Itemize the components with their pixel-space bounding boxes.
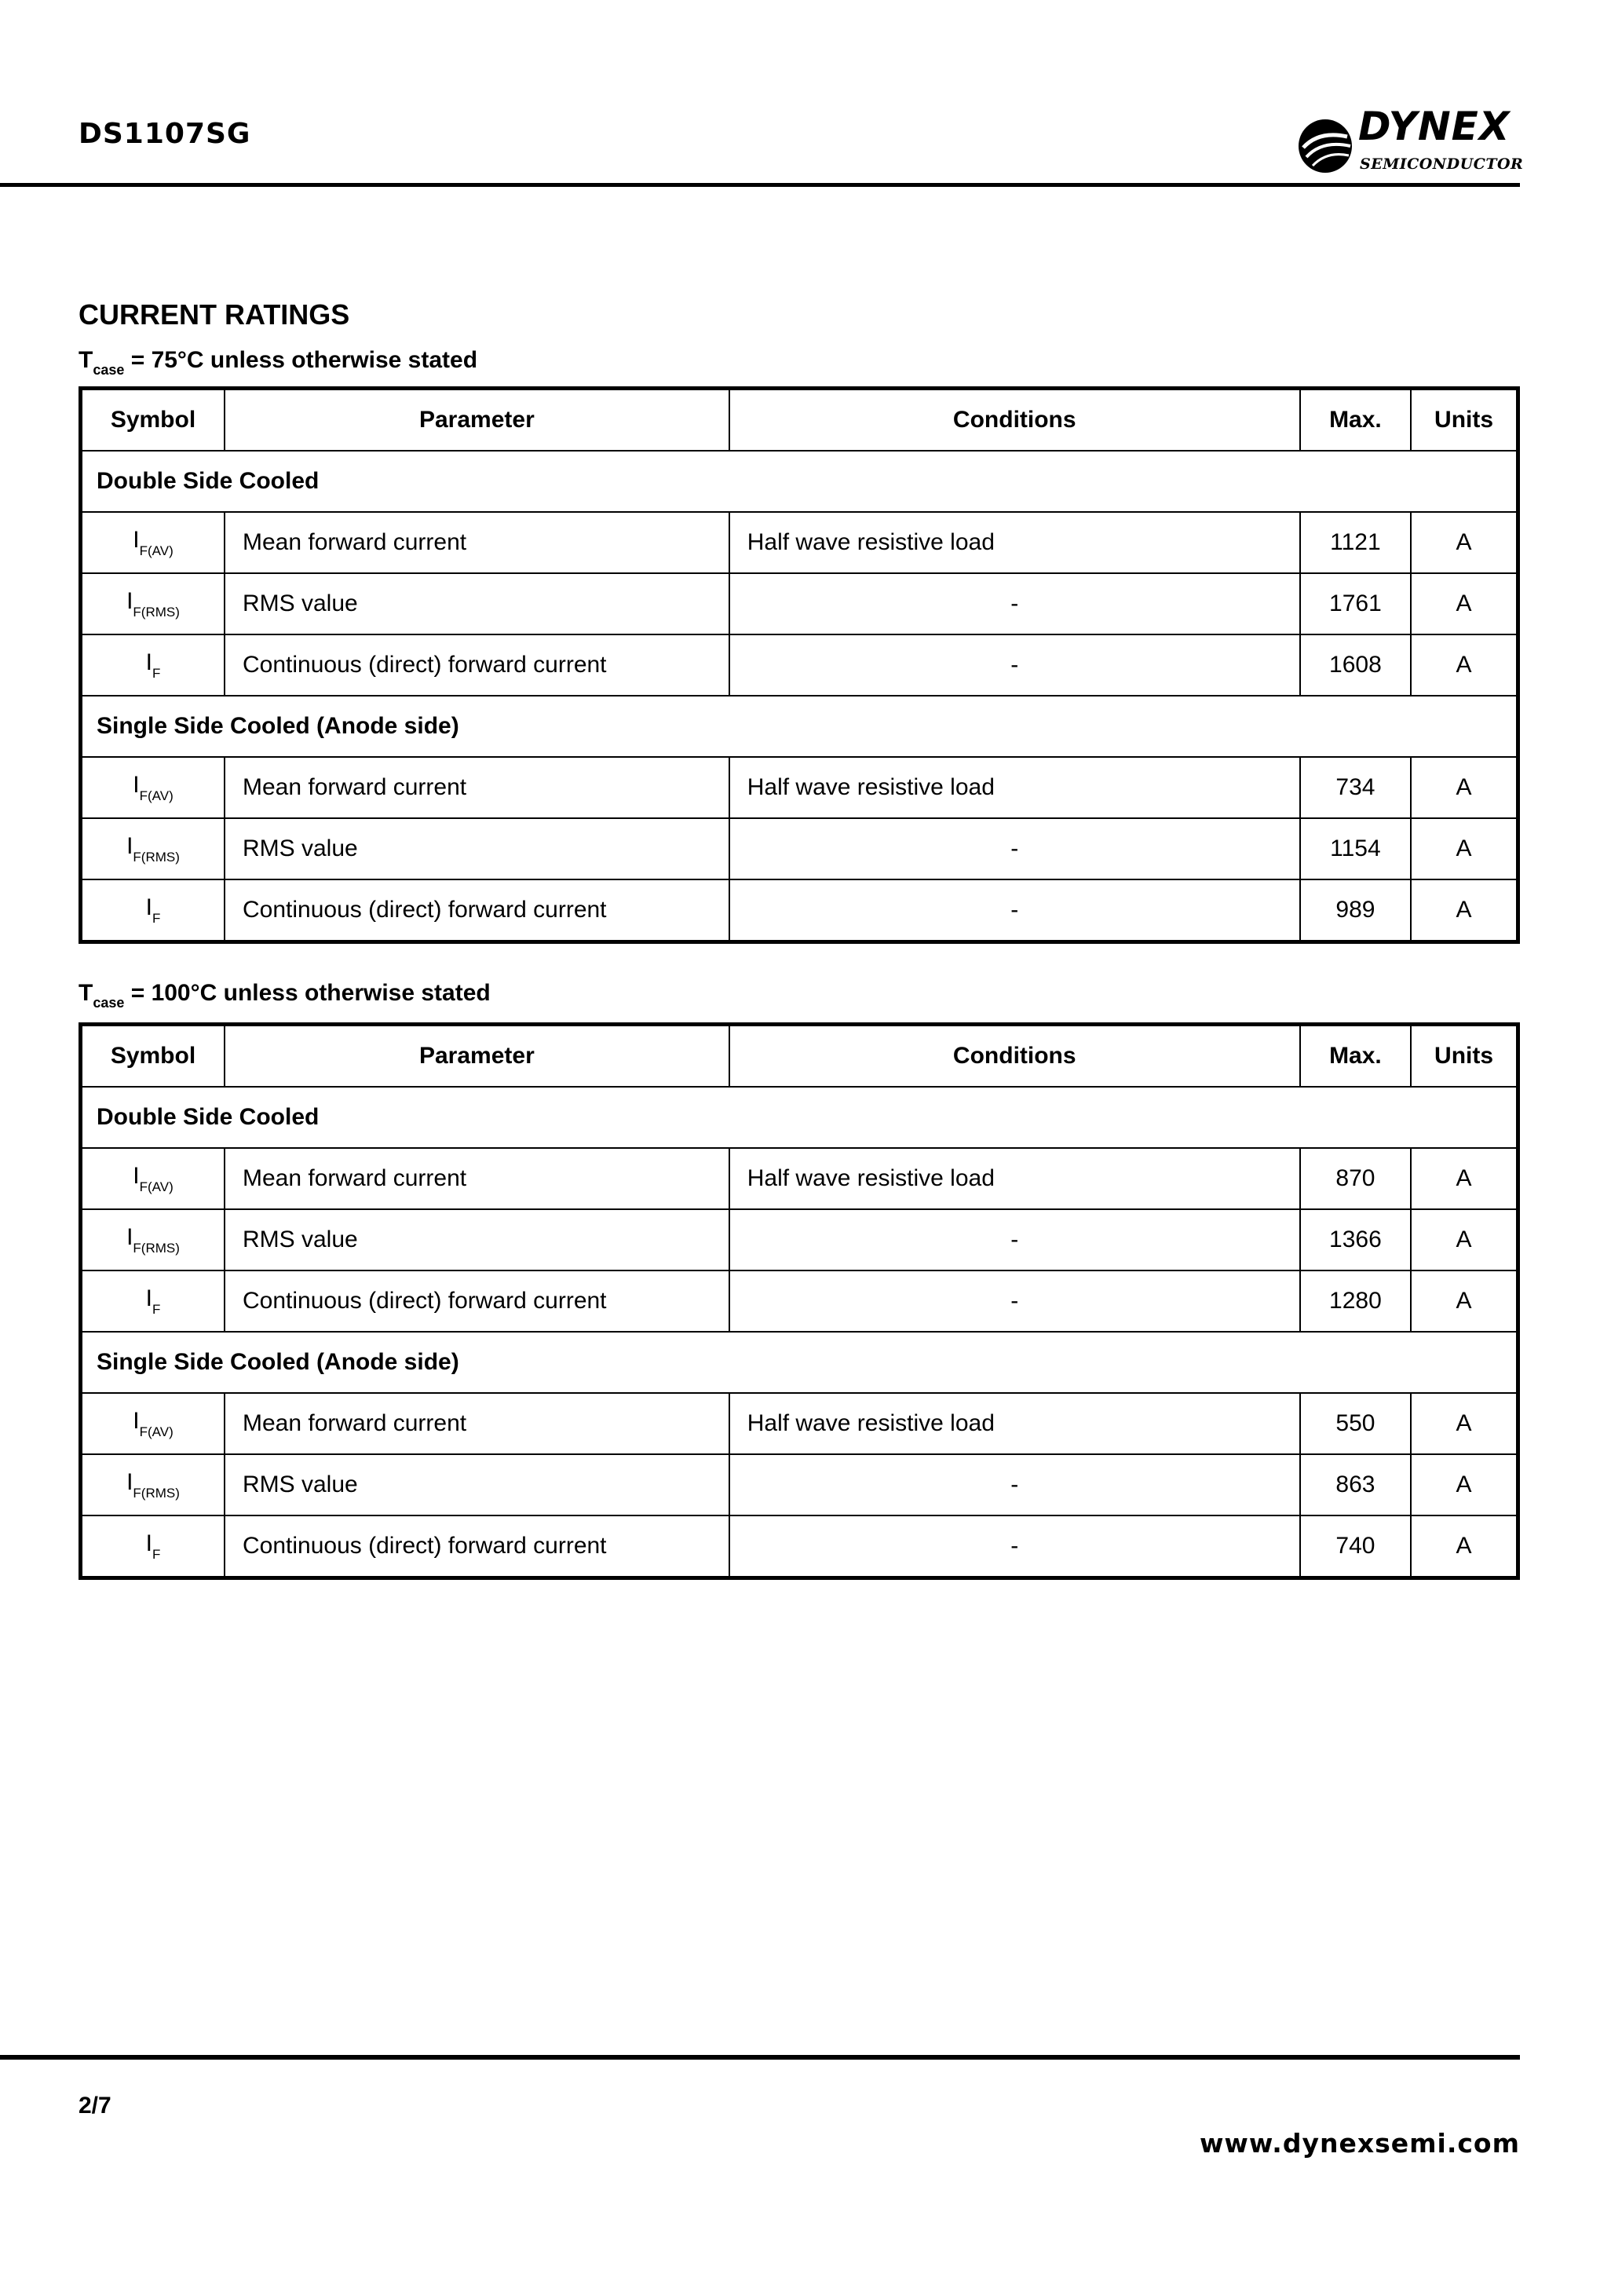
header-row xyxy=(81,389,1518,452)
units-cell: A xyxy=(1411,1148,1518,1209)
ratings-table xyxy=(79,1022,1520,1580)
units-cell: A xyxy=(1411,1393,1518,1454)
symbol-cell xyxy=(81,757,225,818)
symbol-cell xyxy=(81,1454,225,1515)
conditions-cell: Half wave resistive load xyxy=(729,757,1300,818)
units-cell: A xyxy=(1411,757,1518,818)
group-row xyxy=(81,1332,1518,1393)
max-value-cell: 1154 xyxy=(1300,818,1411,879)
group-label: Single Side Cooled (Anode side) xyxy=(81,696,1518,757)
table-body xyxy=(81,389,1518,942)
table-row xyxy=(81,573,1518,634)
table-row xyxy=(81,818,1518,879)
document-title: DS1107SG xyxy=(79,118,251,150)
group-row xyxy=(81,1087,1518,1148)
header-row xyxy=(81,1025,1518,1088)
conditions-cell: - xyxy=(729,573,1300,634)
logo-subtitle: SEMICONDUCTOR xyxy=(1360,155,1524,173)
column-header: Parameter xyxy=(225,1025,729,1088)
max-value-cell: 1121 xyxy=(1300,512,1411,573)
symbol-subscript: F xyxy=(152,1301,161,1317)
symbol-subscript: F(RMS) xyxy=(133,849,180,865)
footer-divider xyxy=(0,2055,1520,2060)
group-label: Single Side Cooled (Anode side) xyxy=(81,1332,1518,1393)
table-row xyxy=(81,1270,1518,1332)
table-row xyxy=(81,1515,1518,1578)
group-row xyxy=(81,451,1518,512)
table-row xyxy=(81,512,1518,573)
table-condition: $T_{case} = 100^\circ C$ unless otherwise stated xyxy=(79,980,491,1011)
parameter-cell: RMS value xyxy=(225,818,729,879)
column-header: Max. xyxy=(1300,389,1411,452)
symbol-main: I xyxy=(126,1223,133,1250)
column-header: Units xyxy=(1411,389,1518,452)
column-header: Units xyxy=(1411,1025,1518,1088)
symbol-subscript: F xyxy=(152,1546,161,1562)
symbol-cell xyxy=(81,1393,225,1454)
table-row xyxy=(81,879,1518,942)
website-url: www.dynexsemi.com xyxy=(1199,2128,1520,2159)
max-value-cell: 740 xyxy=(1300,1515,1411,1578)
symbol-main: I xyxy=(145,1285,152,1311)
conditions-cell: Half wave resistive load xyxy=(729,512,1300,573)
units-cell: A xyxy=(1411,1209,1518,1270)
symbol-main: I xyxy=(126,1468,133,1495)
logo-wordmark: DYNEX xyxy=(1358,104,1511,149)
table-row xyxy=(81,1209,1518,1270)
units-cell: A xyxy=(1411,634,1518,696)
parameter-cell: Mean forward current xyxy=(225,757,729,818)
section-title: CURRENT RATINGS xyxy=(79,298,350,331)
conditions-cell: - xyxy=(729,634,1300,696)
table-row xyxy=(81,634,1518,696)
conditions-cell: Half wave resistive load xyxy=(729,1393,1300,1454)
symbol-subscript: F xyxy=(152,665,161,681)
symbol-cell xyxy=(81,1209,225,1270)
symbol-cell xyxy=(81,512,225,573)
units-cell: A xyxy=(1411,1454,1518,1515)
symbol-cell xyxy=(81,1515,225,1578)
symbol-main: I xyxy=(126,587,133,614)
max-value-cell: 863 xyxy=(1300,1454,1411,1515)
group-row xyxy=(81,696,1518,757)
symbol-main: I xyxy=(126,832,133,859)
symbol-cell xyxy=(81,1148,225,1209)
column-header: Symbol xyxy=(81,389,225,452)
header-divider xyxy=(0,183,1520,187)
max-value-cell: 989 xyxy=(1300,879,1411,942)
table-row xyxy=(81,1148,1518,1209)
symbol-subscript: F(RMS) xyxy=(133,604,180,620)
symbol-main: I xyxy=(133,771,140,798)
logo-swirl-icon xyxy=(1295,116,1355,176)
max-value-cell: 1761 xyxy=(1300,573,1411,634)
symbol-cell xyxy=(81,573,225,634)
conditions-cell: - xyxy=(729,879,1300,942)
table-row xyxy=(81,1393,1518,1454)
conditions-cell: Half wave resistive load xyxy=(729,1148,1300,1209)
units-cell: A xyxy=(1411,573,1518,634)
parameter-cell: Mean forward current xyxy=(225,1148,729,1209)
column-header: Symbol xyxy=(81,1025,225,1088)
conditions-cell: - xyxy=(729,1209,1300,1270)
parameter-cell: Continuous (direct) forward current xyxy=(225,879,729,942)
parameter-cell: Continuous (direct) forward current xyxy=(225,634,729,696)
ratings-table xyxy=(79,386,1520,944)
conditions-cell: - xyxy=(729,1270,1300,1332)
max-value-cell: 734 xyxy=(1300,757,1411,818)
max-value-cell: 1280 xyxy=(1300,1270,1411,1332)
symbol-subscript: F(RMS) xyxy=(133,1485,180,1501)
symbol-cell xyxy=(81,634,225,696)
page-number: 2/7 xyxy=(79,2093,111,2119)
symbol-subscript: F(AV) xyxy=(139,543,174,558)
symbol-subscript: F(RMS) xyxy=(133,1240,180,1256)
table-condition: $T_{case} = 75^\circ C$ unless otherwise stated xyxy=(79,347,478,378)
conditions-cell: - xyxy=(729,818,1300,879)
group-label: Double Side Cooled xyxy=(81,1087,1518,1148)
table-row xyxy=(81,757,1518,818)
units-cell: A xyxy=(1411,1270,1518,1332)
parameter-cell: RMS value xyxy=(225,573,729,634)
table-row xyxy=(81,1454,1518,1515)
group-label: Double Side Cooled xyxy=(81,451,1518,512)
symbol-main: I xyxy=(145,894,152,920)
parameter-cell: RMS value xyxy=(225,1209,729,1270)
units-cell: A xyxy=(1411,1515,1518,1578)
max-value-cell: 1366 xyxy=(1300,1209,1411,1270)
symbol-subscript: F(AV) xyxy=(139,1179,174,1194)
symbol-main: I xyxy=(133,526,140,553)
column-header: Conditions xyxy=(729,389,1300,452)
parameter-cell: Continuous (direct) forward current xyxy=(225,1270,729,1332)
units-cell: A xyxy=(1411,818,1518,879)
column-header: Max. xyxy=(1300,1025,1411,1088)
column-header: Parameter xyxy=(225,389,729,452)
parameter-cell: Mean forward current xyxy=(225,512,729,573)
conditions-cell: - xyxy=(729,1515,1300,1578)
max-value-cell: 1608 xyxy=(1300,634,1411,696)
parameter-cell: Continuous (direct) forward current xyxy=(225,1515,729,1578)
table-body xyxy=(81,1025,1518,1578)
max-value-cell: 870 xyxy=(1300,1148,1411,1209)
parameter-cell: Mean forward current xyxy=(225,1393,729,1454)
company-logo xyxy=(1295,104,1524,181)
units-cell: A xyxy=(1411,879,1518,942)
symbol-subscript: F(AV) xyxy=(139,788,174,803)
symbol-cell xyxy=(81,818,225,879)
conditions-cell: - xyxy=(729,1454,1300,1515)
symbol-cell xyxy=(81,1270,225,1332)
symbol-main: I xyxy=(133,1162,140,1189)
symbol-cell xyxy=(81,879,225,942)
symbol-subscript: F xyxy=(152,910,161,926)
max-value-cell: 550 xyxy=(1300,1393,1411,1454)
parameter-cell: RMS value xyxy=(225,1454,729,1515)
column-header: Conditions xyxy=(729,1025,1300,1088)
symbol-main: I xyxy=(133,1407,140,1434)
symbol-subscript: F(AV) xyxy=(139,1424,174,1439)
units-cell: A xyxy=(1411,512,1518,573)
symbol-main: I xyxy=(145,649,152,675)
symbol-main: I xyxy=(145,1530,152,1556)
